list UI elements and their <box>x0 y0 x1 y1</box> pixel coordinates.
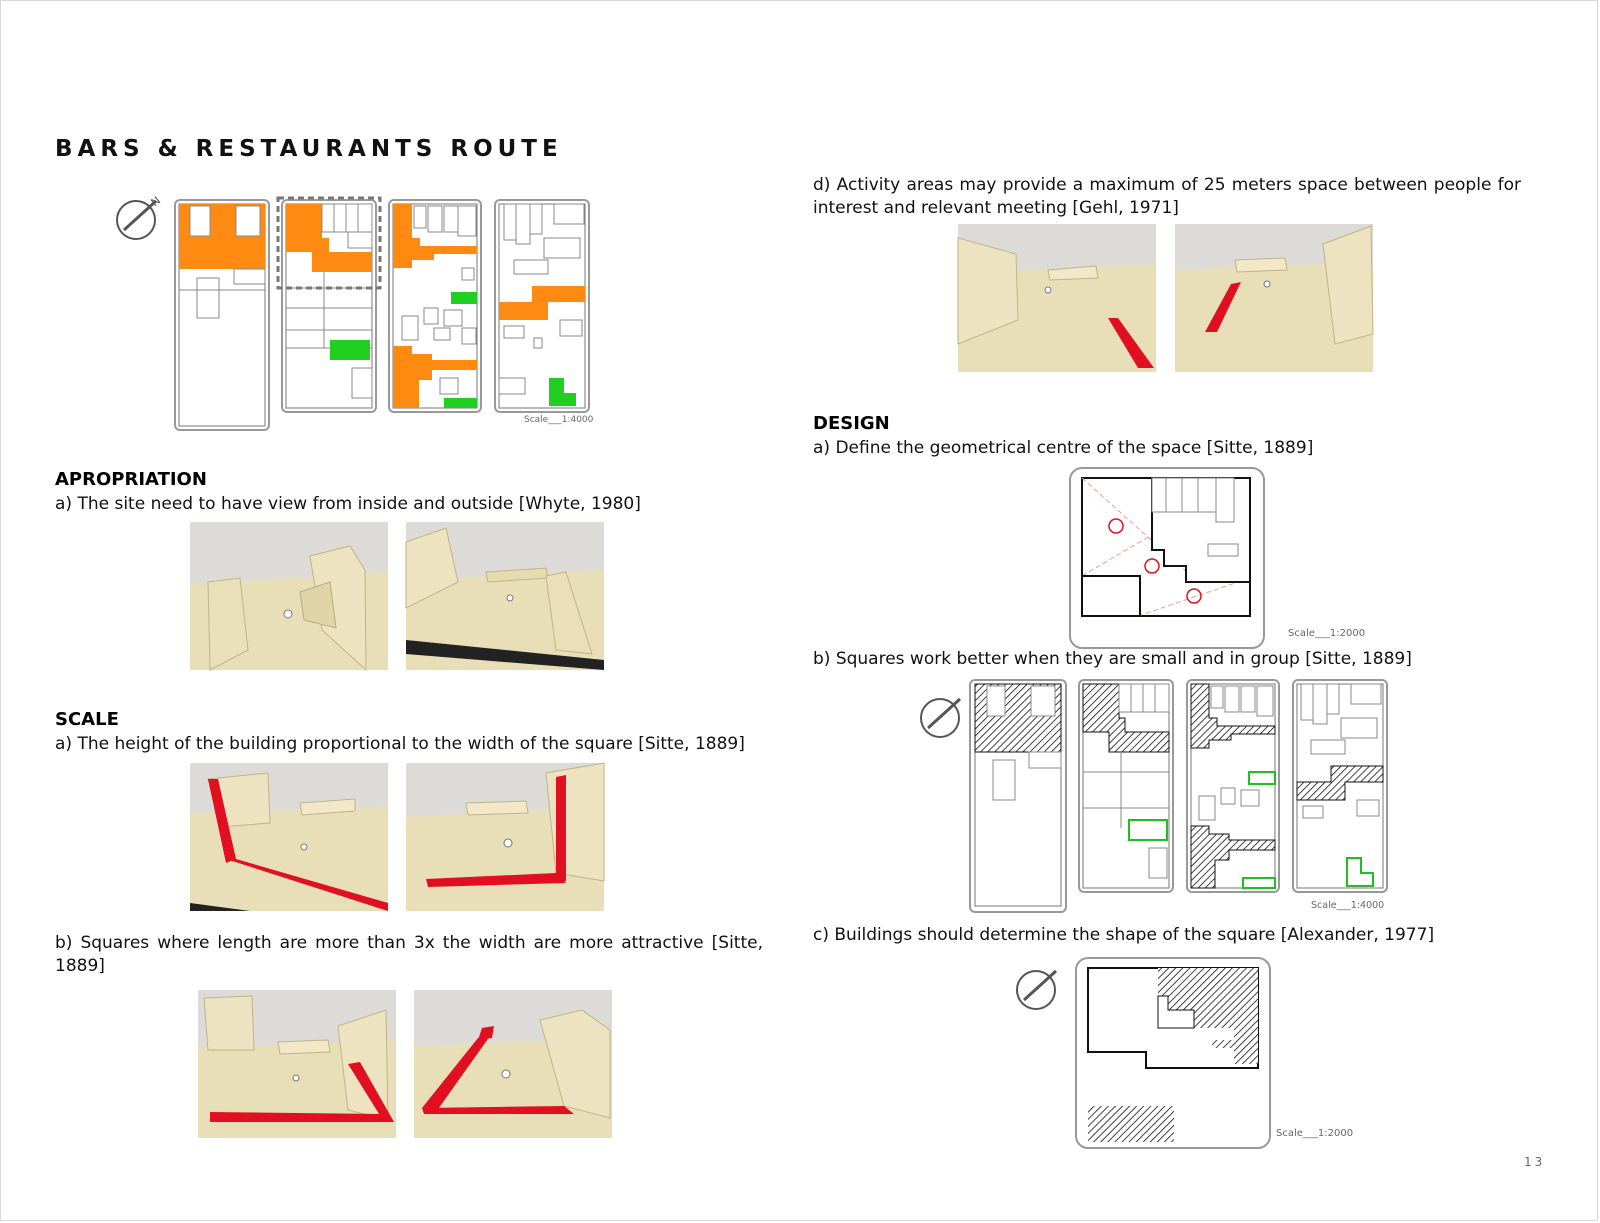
design-item-b: b) Squares work better when they are small and in group [Sitte, 1889] <box>813 649 1412 669</box>
north-arrow-icon <box>916 690 972 740</box>
map-3 <box>389 200 481 412</box>
scale-label-top: Scale___1:4000 <box>524 415 594 425</box>
photo-scale-a-1 <box>190 763 388 911</box>
route-maps-colored <box>174 198 604 434</box>
map-design-centre <box>1068 466 1398 642</box>
scale-heading: SCALE <box>55 709 119 730</box>
page-number: 13 <box>1524 1155 1546 1169</box>
route-maps-hatched <box>969 678 1409 914</box>
photo-activity-1 <box>958 224 1156 372</box>
scale-label-design-b: Scale___1:4000 <box>1311 900 1385 911</box>
north-arrow-icon <box>112 192 168 242</box>
hatch-map-3 <box>1187 680 1279 892</box>
scale-item-a: a) The height of the building proportional to the width of the square [Sitte, 1889] <box>55 734 745 754</box>
apropriation-heading: APROPRIATION <box>55 469 207 490</box>
apropriation-item-a: a) The site need to have view from inside and outside [Whyte, 1980] <box>55 494 641 514</box>
photo-scale-a-2 <box>406 763 604 911</box>
design-item-c: c) Buildings should determine the shape of the square [Alexander, 1977] <box>813 925 1435 945</box>
photo-scale-b-1 <box>198 990 396 1138</box>
map-2 <box>278 198 380 412</box>
hatch-map-2 <box>1079 680 1173 892</box>
photo-activity-2 <box>1175 224 1373 372</box>
right-item-d: d) Activity areas may provide a maximum of 25 meters space between people for interest and relevant meeting [Gehl, 1971] <box>813 175 1521 218</box>
map-1 <box>175 200 269 430</box>
photo-apropriation-2 <box>406 522 604 670</box>
photo-apropriation-1 <box>190 522 388 670</box>
design-heading: DESIGN <box>813 413 890 434</box>
photo-scale-b-2 <box>414 990 612 1138</box>
north-label: N <box>148 193 164 210</box>
scale-label-design-a: Scale___1:2000 <box>1288 628 1366 639</box>
hatch-map-1 <box>970 680 1066 912</box>
north-arrow-icon <box>1012 962 1068 1012</box>
scale-item-b: b) Squares where length are more than 3x the width are more attractive [Sitte, 1889] <box>55 933 763 976</box>
hatch-map-4 <box>1293 680 1387 892</box>
map-4 <box>495 200 589 412</box>
map-design-shape <box>1074 956 1394 1142</box>
scale-label-design-c: Scale___1:2000 <box>1276 1128 1354 1139</box>
page-title: BARS & RESTAURANTS ROUTE <box>55 136 563 162</box>
design-item-a: a) Define the geometrical centre of the space [Sitte, 1889] <box>813 438 1314 458</box>
